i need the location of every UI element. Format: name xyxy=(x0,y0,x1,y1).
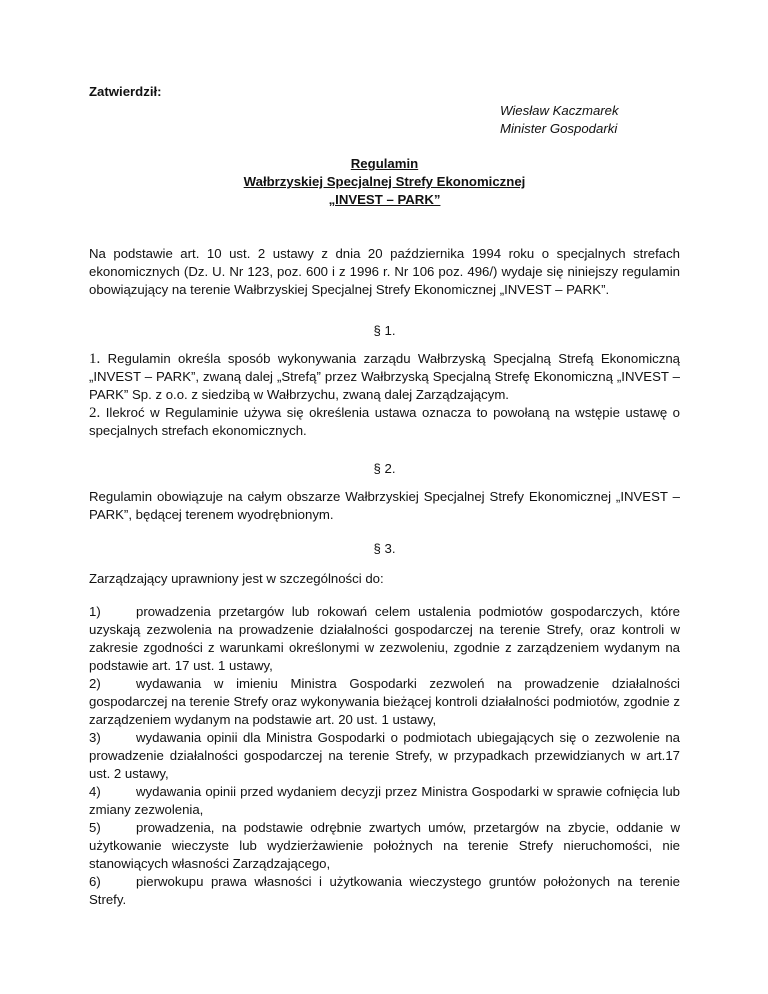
list-item xyxy=(89,603,680,675)
section-1-point-2 xyxy=(89,404,680,440)
document-title xyxy=(89,155,680,209)
list-item xyxy=(89,819,680,873)
item-text: wydawania w imieniu Ministra Gospodarki zezwoleń na prowadzenie działalności gospodarczej na terenie Strefy oraz wykonywania bieżącej kontroli działalności podmiotów, zgodnie z zarządzeniem wydanym na podstawie art. 20 ust. 1 ustawy, xyxy=(89,676,680,727)
item-number: 4) xyxy=(89,784,101,799)
item-number: 2) xyxy=(89,676,101,691)
section-3-list xyxy=(89,603,680,909)
approved-label: Zatwierdził: xyxy=(89,84,162,99)
point-number: 1. xyxy=(89,351,101,367)
point-text: Regulamin określa sposób wykonywania zarządu Wałbrzyską Specjalną Strefą Ekonomiczną „INVEST – PARK”, zwaną dalej „Strefą” przez Wałbrzyską Specjalną Strefę Ekonomiczną „INVEST – PARK” Sp. z o.o. z siedzibą w Wałbrzychu, zwaną dalej Zarządzającym. xyxy=(89,351,680,402)
preamble-paragraph: Na podstawie art. 10 ust. 2 ustawy z dnia 20 października 1994 roku o specjalnych strefach ekonomicznych (Dz. U. Nr 123, poz. 600 i z 1996 r. Nr 106 poz. 496/) wydaje się niniejszy regulamin obowiązujący na terenie Wałbrzyskiej Specjalnej Strefy Ekonomicznej „INVEST – PARK”. xyxy=(89,246,680,297)
point-number: 2. xyxy=(89,405,101,421)
item-number: 5) xyxy=(89,820,101,835)
signer-title: Minister Gospodarki xyxy=(500,121,618,136)
item-text: wydawania opinii przed wydaniem decyzji przez Ministra Gospodarki w sprawie cofnięcia lub zmiany zezwolenia, xyxy=(89,784,680,817)
section-2-heading: § 2. xyxy=(373,461,396,476)
section-2-body: Regulamin obowiązuje na całym obszarze Wałbrzyskiej Specjalnej Strefy Ekonomicznej „INVEST – PARK”, będącej terenem wyodrębnionym. xyxy=(89,489,680,522)
signer-block xyxy=(500,102,619,138)
section-3-intro: Zarządzający uprawniony jest w szczególności do: xyxy=(89,571,384,586)
item-text: prowadzenia przetargów lub rokowań celem ustalenia podmiotów gospodarczych, które uzyskają zezwolenia na prowadzenie działalności gospodarczej na terenie Strefy, oraz kontroli w zakresie zgodności z warunkami określonymi w zezwoleniu, zgodnie z zarządzeniem wydanym na podstawie art. 17 ust. 1 ustawy, xyxy=(89,604,680,673)
item-number: 6) xyxy=(89,874,101,889)
title-line-1: Regulamin xyxy=(350,156,419,171)
item-number: 3) xyxy=(89,730,101,745)
section-3-heading: § 3. xyxy=(373,541,396,556)
signer-name: Wiesław Kaczmarek xyxy=(500,103,619,118)
list-item xyxy=(89,729,680,783)
item-text: prowadzenia, na podstawie odrębnie zwartych umów, przetargów na zbycie, oddanie w użytkowanie wieczyste lub wydzierżawienie położnych na terenie Strefy nieruchomości, nie stanowiących własności Zarządzającego, xyxy=(89,820,680,871)
point-text: Ilekroć w Regulaminie używa się określenia ustawa oznacza to powołaną na wstępie ustawę o specjalnych strefach ekonomicznych. xyxy=(89,405,680,438)
section-1-point-1 xyxy=(89,350,680,404)
section-1-body xyxy=(89,350,680,440)
list-item xyxy=(89,675,680,729)
item-text: pierwokupu prawa własności i użytkowania wieczystego gruntów położonych na terenie Strefy. xyxy=(89,874,680,907)
title-line-2: Wałbrzyskiej Specjalnej Strefy Ekonomicznej xyxy=(243,174,526,189)
item-text: wydawania opinii dla Ministra Gospodarki o podmiotach ubiegających się o zezwolenie na prowadzenie działalności gospodarczej na terenie Strefy, w przypadkach przewidzianych w art.17 ust. 2 ustawy, xyxy=(89,730,680,781)
title-line-3: „INVEST – PARK” xyxy=(328,192,441,207)
list-item xyxy=(89,783,680,819)
section-1-heading: § 1. xyxy=(373,323,396,338)
list-item xyxy=(89,873,680,909)
item-number: 1) xyxy=(89,604,101,619)
